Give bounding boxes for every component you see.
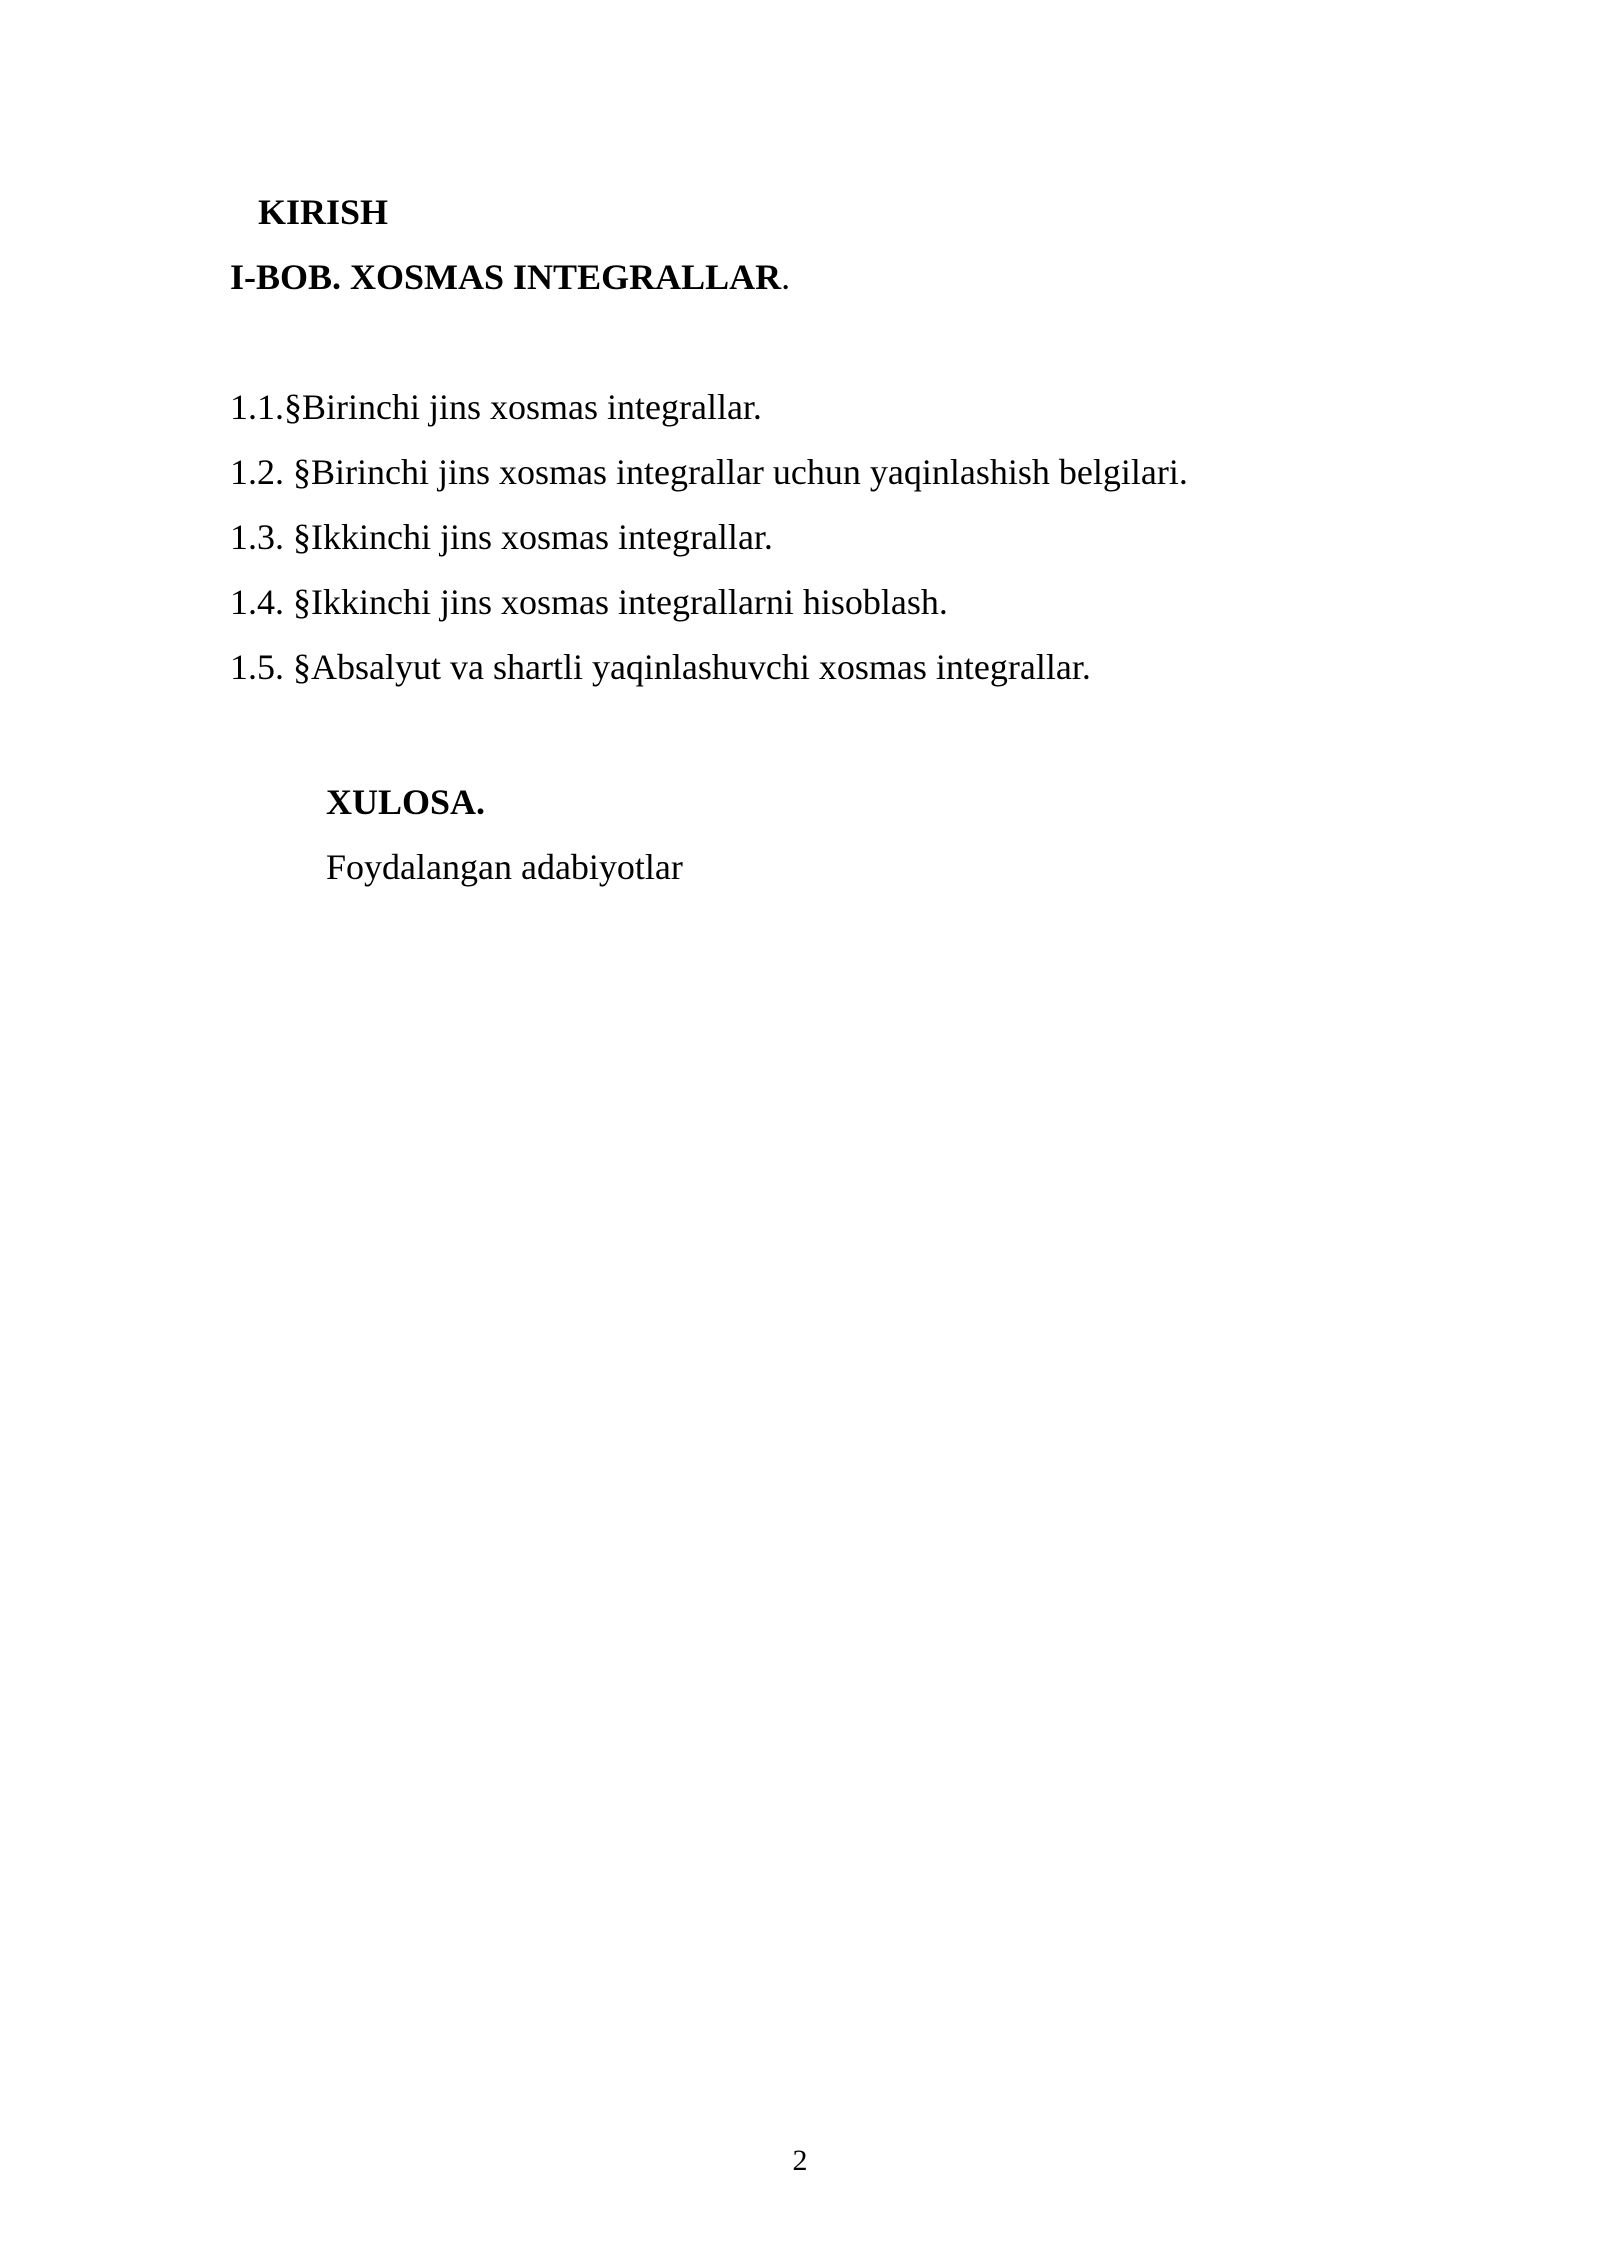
table-of-contents	[230, 385, 1188, 710]
chapter-heading	[230, 255, 790, 299]
page-number: 2	[792, 2144, 808, 2177]
conclusion-heading: XULOSA.	[326, 782, 486, 822]
toc-item-1-2: 1.2. §Birinchi jins xosmas integrallar uchun yaqinlashish belgilari.	[230, 452, 1188, 492]
references-label: Foydalangan adabiyotlar	[326, 847, 683, 887]
chapter-heading-suffix: .	[781, 257, 791, 297]
chapter-heading-text: I-BOB. XOSMAS INTEGRALLAR	[230, 257, 782, 297]
toc-item-1-5: 1.5. §Absalyut va shartli yaqinlashuvchi xosmas integrallar.	[230, 647, 1091, 687]
toc-item-1-1: 1.1.§Birinchi jins xosmas integrallar.	[230, 387, 762, 427]
toc-item-1-4: 1.4. §Ikkinchi jins xosmas integrallarni hisoblash.	[230, 582, 948, 622]
toc-item-1-3: 1.3. §Ikkinchi jins xosmas integrallar.	[230, 517, 773, 557]
intro-heading: KIRISH	[258, 192, 389, 232]
